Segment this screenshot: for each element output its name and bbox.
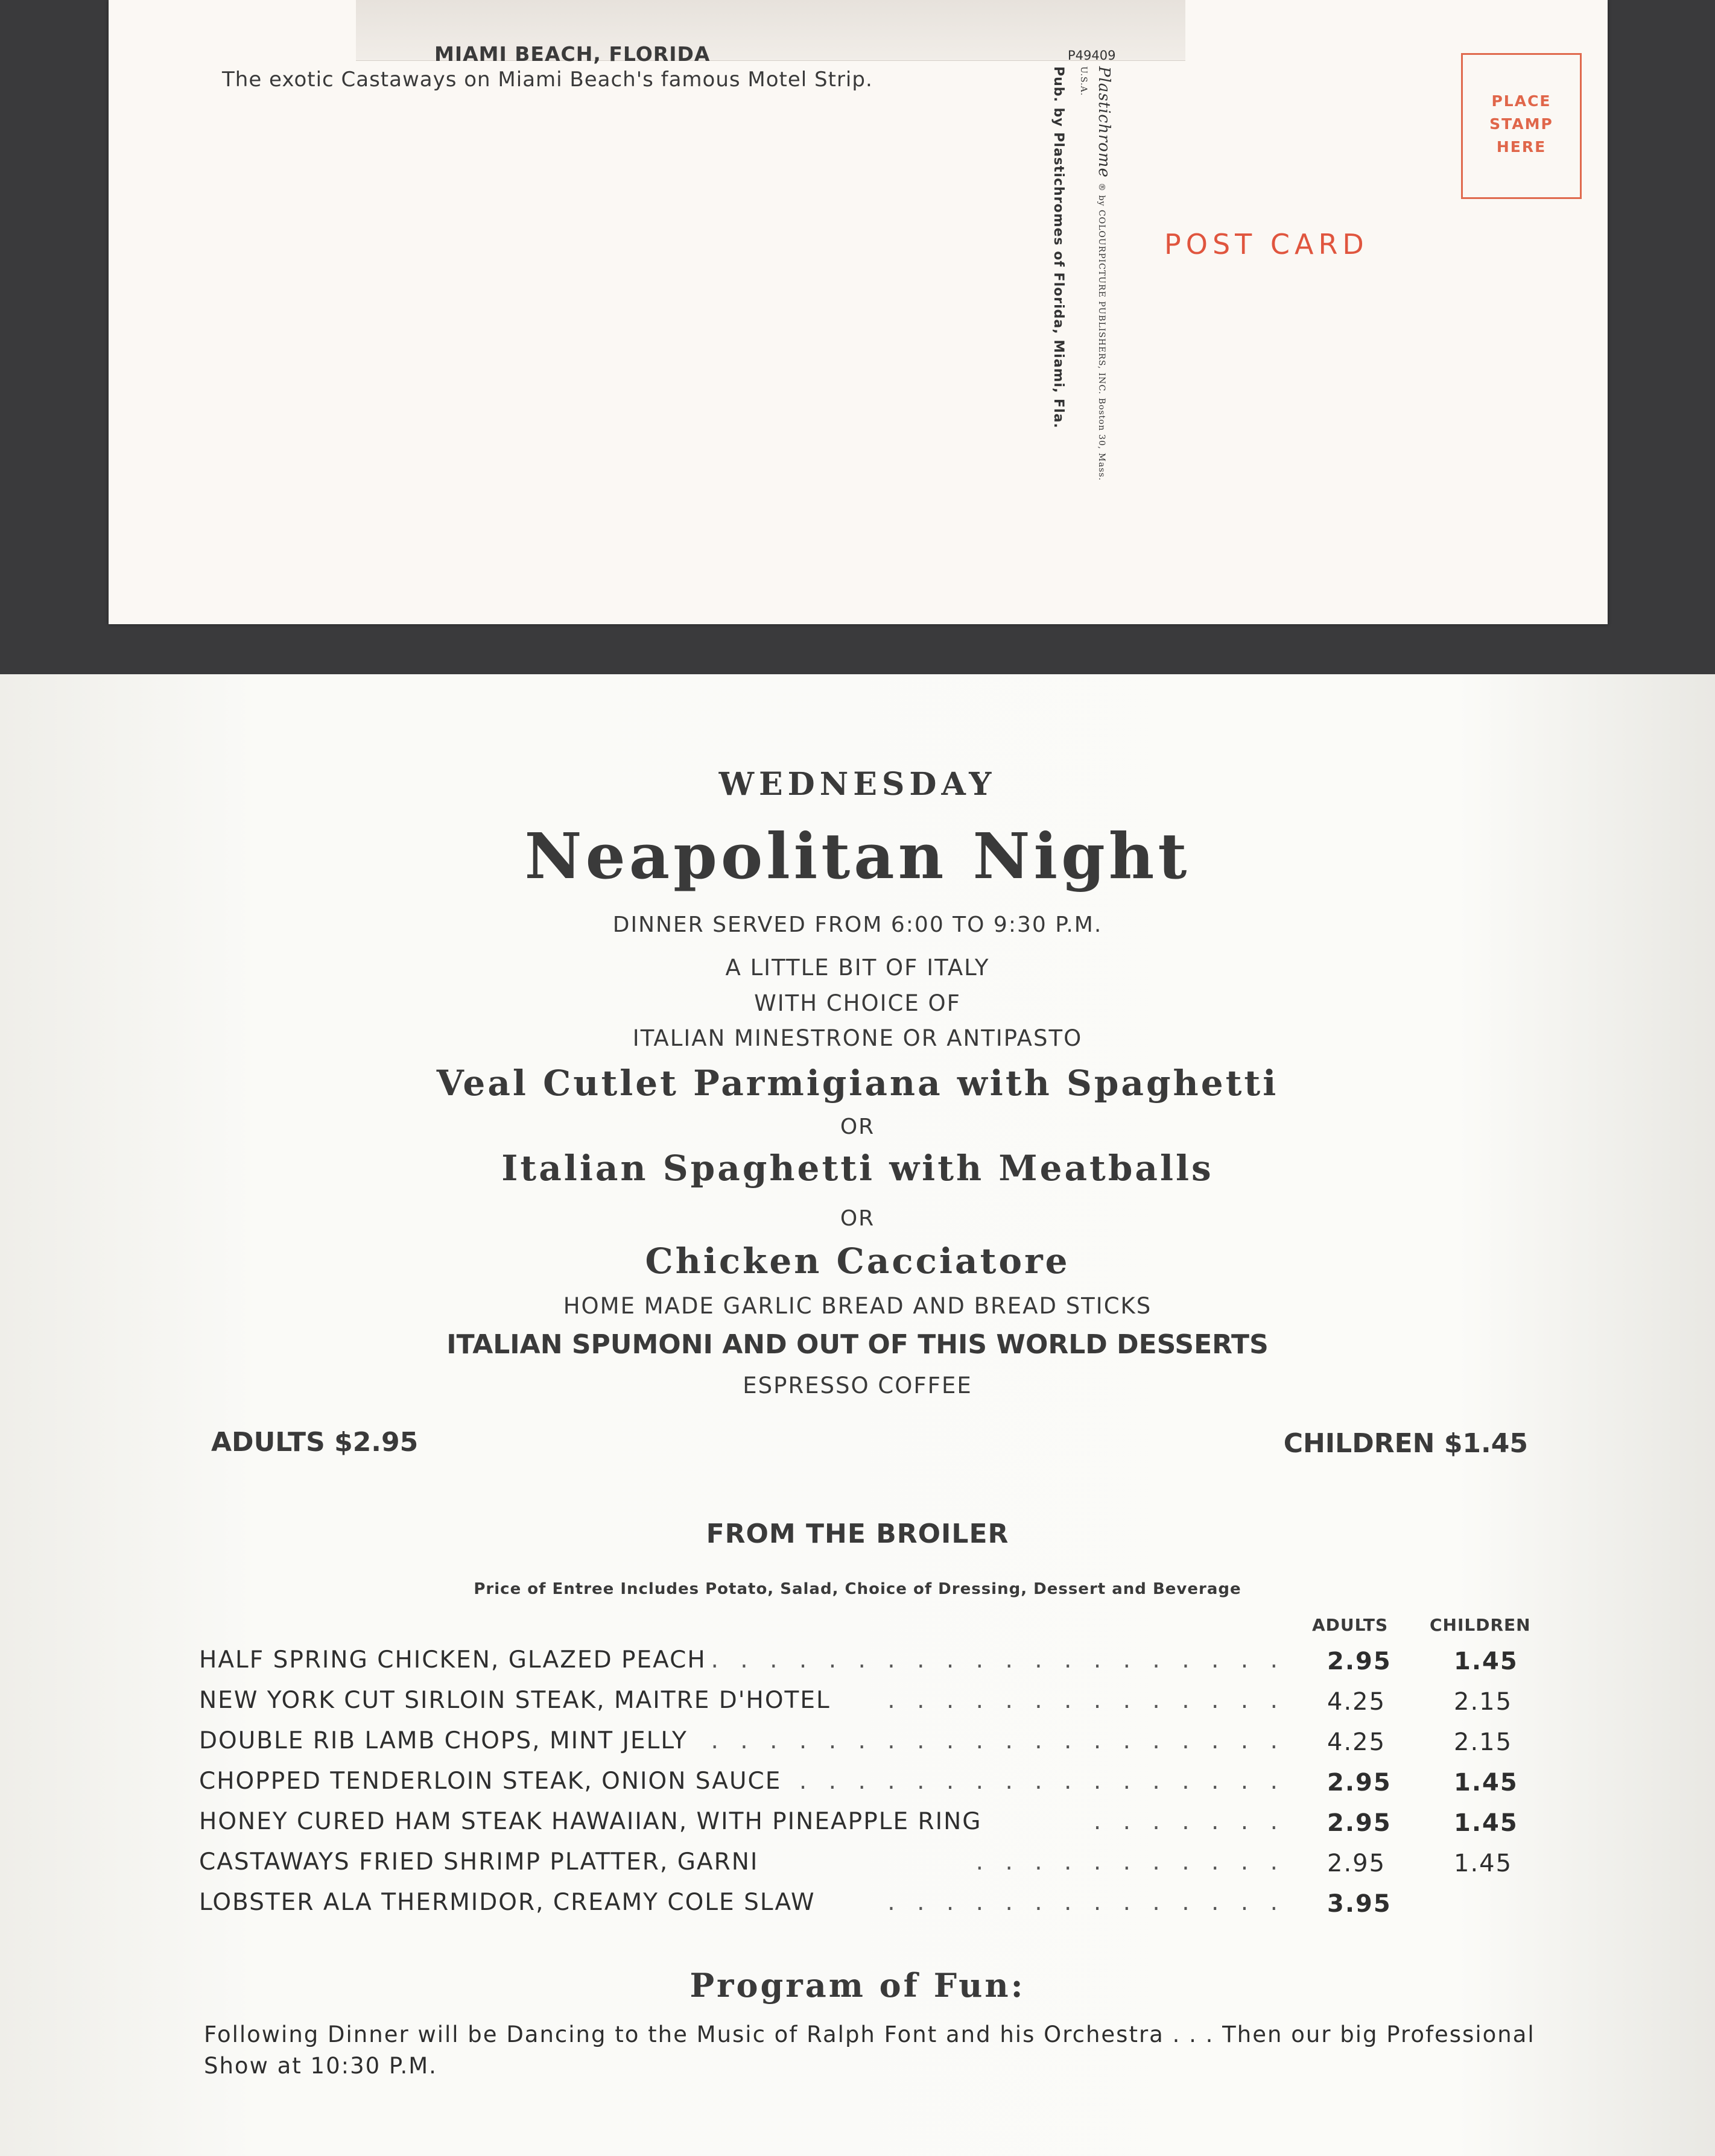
dessert-line: ITALIAN SPUMONI AND OUT OF THIS WORLD DESSERTS: [446, 1329, 1269, 1360]
list-item: [199, 1720, 1562, 1760]
brand-detail: ® by COLOURPICTURE PUBLISHERS, INC. Boston 30, Mass. U.S.A.: [1079, 66, 1106, 481]
item-name: LOBSTER ALA THERMIDOR, CREAMY COLE SLAW: [199, 1889, 816, 1916]
column-header-children: CHILDREN: [1430, 1615, 1531, 1635]
broiler-list: [199, 1639, 1562, 1922]
item-price-adults: 2.95: [1327, 1850, 1386, 1877]
list-item: [199, 1680, 1562, 1720]
item-name: DOUBLE RIB LAMB CHOPS, MINT JELLY: [199, 1727, 688, 1754]
item-price-children: 2.15: [1454, 1688, 1513, 1716]
item-price-children: 2.15: [1454, 1728, 1513, 1756]
fun-heading: Program of Fun:: [689, 1966, 1026, 2005]
item-price-children: 1.45: [1454, 1769, 1518, 1797]
menu-day: WEDNESDAY: [718, 766, 997, 803]
item-price-children: 1.45: [1454, 1809, 1518, 1837]
item-price-adults: 2.95: [1327, 1809, 1392, 1837]
item-name: NEW YORK CUT SIRLOIN STEAK, MAITRE D'HOTEL: [199, 1687, 831, 1714]
price-children: CHILDREN $1.45: [1283, 1428, 1528, 1459]
intro-line: ITALIAN MINESTRONE OR ANTIPASTO: [632, 1025, 1083, 1051]
stamp-box: [1461, 53, 1582, 199]
fun-text: Following Dinner will be Dancing to the Music of Ralph Font and his Orchestra . . . Then our big Professional Show at 10:30 P.M.: [204, 2022, 1535, 2079]
brand-line: [1077, 66, 1113, 513]
menu-title: Neapolitan Night: [524, 819, 1191, 893]
item-name: CHOPPED TENDERLOIN STEAK, ONION SAUCE: [199, 1768, 782, 1795]
leader-dots: . . . . . . . . . . . . . . . . . . . .: [711, 1727, 1285, 1754]
postcard-code: P49409: [1068, 48, 1116, 63]
price-adults: ADULTS $2.95: [211, 1427, 419, 1458]
item-price-adults: 2.95: [1327, 1648, 1392, 1675]
brand-name: Plastichrome: [1095, 66, 1113, 178]
list-item: [199, 1841, 1562, 1882]
leader-dots: . . . . . . . . . . .: [975, 1848, 1285, 1876]
item-price-adults: 3.95: [1327, 1890, 1392, 1918]
stamp-text: [1463, 90, 1580, 159]
column-header-adults: ADULTS: [1312, 1615, 1389, 1635]
or-separator: OR: [840, 1206, 875, 1231]
dish-chicken: Chicken Cacciatore: [645, 1241, 1070, 1282]
item-name: HALF SPRING CHICKEN, GLAZED PEACH: [199, 1646, 706, 1674]
stamp-line: HERE: [1496, 138, 1547, 156]
list-item: [199, 1882, 1562, 1922]
leader-dots: . . . . . . . . . . . . . .: [887, 1889, 1285, 1916]
bread-line: HOME MADE GARLIC BREAD AND BREAD STICKS: [563, 1293, 1152, 1319]
coffee-line: ESPRESSO COFFEE: [743, 1373, 972, 1399]
or-separator: OR: [840, 1114, 875, 1139]
item-price-adults: 4.25: [1327, 1688, 1386, 1716]
list-item: [199, 1639, 1562, 1680]
stamp-line: PLACE: [1491, 92, 1552, 110]
broiler-heading: FROM THE BROILER: [706, 1519, 1009, 1549]
item-price-children: 1.45: [1454, 1648, 1518, 1675]
leader-dots: . . . . . . .: [1093, 1808, 1285, 1835]
menu-sheet: [0, 674, 1715, 2156]
item-price-children: 1.45: [1454, 1850, 1513, 1877]
leader-dots: . . . . . . . . . . . . . . . . . . . .: [711, 1646, 1285, 1674]
postcard-location: MIAMI BEACH, FLORIDA: [434, 42, 711, 66]
dish-spaghetti: Italian Spaghetti with Meatballs: [501, 1148, 1214, 1189]
dish-veal: Veal Cutlet Parmigiana with Spaghetti: [436, 1063, 1279, 1104]
publisher-line: Pub. by Plastichromes of Florida, Miami, Fla.: [1051, 66, 1066, 429]
leader-dots: . . . . . . . . . . . . . .: [887, 1687, 1285, 1714]
broiler-note: Price of Entree Includes Potato, Salad, Choice of Dressing, Dessert and Beverage: [474, 1580, 1241, 1598]
postcard-caption: The exotic Castaways on Miami Beach's famous Motel Strip.: [222, 68, 873, 92]
postcard-back: [109, 0, 1608, 624]
item-name: HONEY CURED HAM STEAK HAWAIIAN, WITH PINEAPPLE RING: [199, 1808, 982, 1835]
intro-line: WITH CHOICE OF: [754, 990, 961, 1016]
item-price-adults: 4.25: [1327, 1728, 1386, 1756]
item-name: CASTAWAYS FRIED SHRIMP PLATTER, GARNI: [199, 1848, 759, 1876]
list-item: [199, 1760, 1562, 1801]
postcard-label: POST CARD: [1164, 228, 1369, 261]
dinner-hours: DINNER SERVED FROM 6:00 TO 9:30 P.M.: [612, 912, 1103, 937]
stamp-line: STAMP: [1489, 115, 1553, 133]
intro-line: A LITTLE BIT OF ITALY: [725, 955, 990, 981]
publisher-imprint: [1041, 66, 1113, 513]
item-price-adults: 2.95: [1327, 1769, 1392, 1797]
leader-dots: . . . . . . . . . . . . . . . . .: [799, 1768, 1285, 1795]
list-item: [199, 1801, 1562, 1841]
